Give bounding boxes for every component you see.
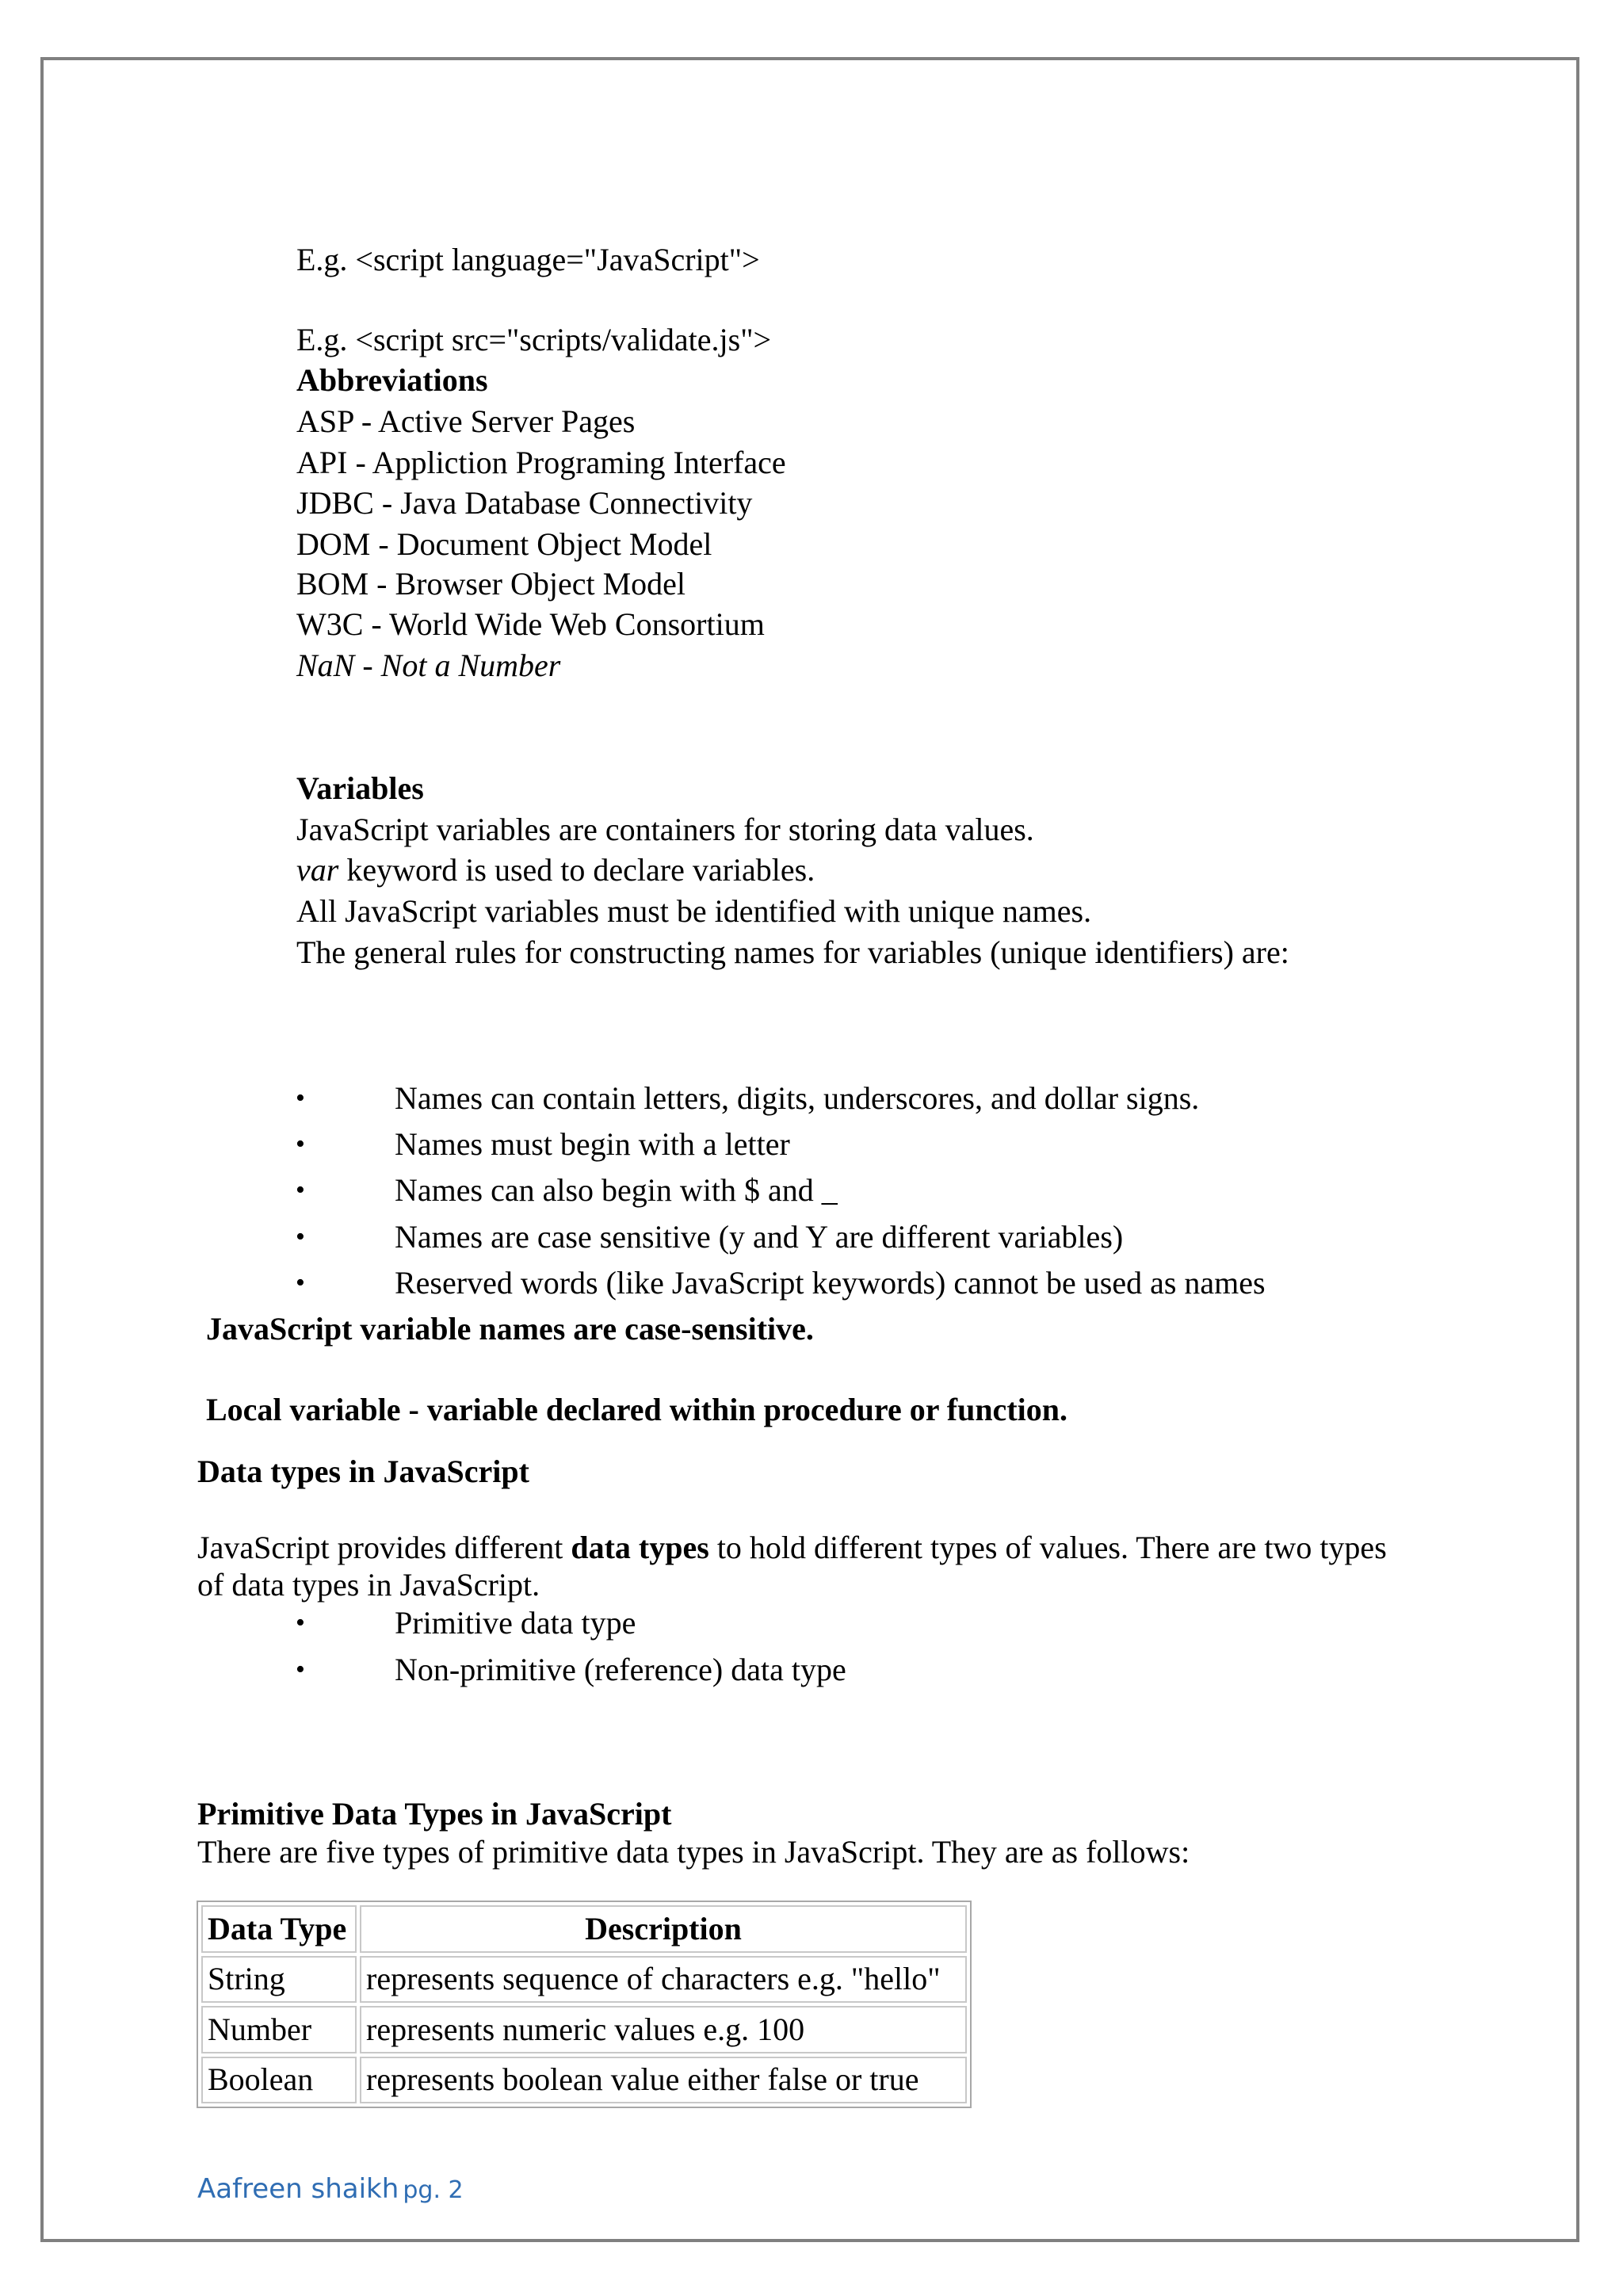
- data-types-intro-post: to hold different types of values. There are two types: [708, 1530, 1387, 1565]
- data-types-intro-line2: of data types in JavaScript.: [197, 1567, 540, 1603]
- abbreviation-item: JDBC - Java Database Connectivity: [296, 485, 753, 521]
- var-keyword: var: [296, 852, 339, 888]
- var-keyword-line: [296, 851, 815, 889]
- abbreviation-item: DOM - Document Object Model: [296, 526, 712, 562]
- variables-line: All JavaScript variables must be identified with unique names.: [296, 893, 1092, 929]
- primitive-data-types-table: [197, 1901, 972, 2108]
- local-variable-note: Local variable - variable declared within procedure or function.: [206, 1392, 1067, 1427]
- bullet-icon: •: [296, 1129, 305, 1159]
- case-sensitive-note: JavaScript variable names are case-sensitive.: [206, 1311, 814, 1347]
- data-types-heading: Data types in JavaScript: [197, 1454, 529, 1489]
- bullet-icon: •: [296, 1655, 305, 1684]
- bullet-icon: •: [296, 1608, 305, 1637]
- table-cell: String: [201, 1956, 357, 2004]
- table-cell: represents numeric values e.g. 100: [360, 2006, 967, 2053]
- naming-rule: Names must begin with a letter: [395, 1126, 790, 1162]
- table-header-row: [201, 1905, 967, 1953]
- naming-rule: Names are case sensitive (y and Y are different variables): [395, 1219, 1124, 1255]
- bullet-icon: •: [296, 1175, 305, 1205]
- bullet-icon: •: [296, 1083, 305, 1113]
- abbreviation-item: BOM - Browser Object Model: [296, 566, 686, 602]
- primitive-intro: There are five types of primitive data types in JavaScript. They are as follows:: [197, 1834, 1190, 1870]
- abbreviation-item: API - Appliction Programing Interface: [296, 445, 786, 480]
- variables-line: The general rules for constructing names for variables (unique identifiers) are:: [296, 934, 1289, 970]
- footer-page-number: pg. 2: [403, 2176, 464, 2204]
- table-row: [201, 1956, 967, 2004]
- footer-author: Aafreen shaikh: [197, 2173, 399, 2205]
- data-types-intro: [197, 1529, 1387, 1567]
- data-types-intro-pre: JavaScript provides different: [197, 1530, 571, 1565]
- table-cell: represents boolean value either false or true: [360, 2057, 967, 2104]
- var-keyword-rest: keyword is used to declare variables.: [338, 852, 815, 888]
- variables-heading: Variables: [296, 770, 424, 806]
- variables-line: JavaScript variables are containers for storing data values.: [296, 812, 1034, 847]
- example-script-src: E.g. <script src="scripts/validate.js">: [296, 322, 772, 357]
- table-header-cell: Description: [360, 1905, 967, 1953]
- table-cell: represents sequence of characters e.g. "hello": [360, 1956, 967, 2004]
- table-header-cell: Data Type: [201, 1905, 357, 1953]
- abbreviation-item: W3C - World Wide Web Consortium: [296, 606, 765, 642]
- abbreviation-item: ASP - Active Server Pages: [296, 403, 636, 439]
- primitive-heading: Primitive Data Types in JavaScript: [197, 1796, 672, 1832]
- data-type-kind: Primitive data type: [395, 1605, 636, 1641]
- table-row: [201, 2057, 967, 2104]
- bullet-icon: •: [296, 1222, 305, 1251]
- abbreviations-heading: Abbreviations: [296, 362, 488, 398]
- naming-rule: Reserved words (like JavaScript keywords) cannot be used as names: [395, 1265, 1266, 1301]
- data-type-kind: Non-primitive (reference) data type: [395, 1652, 846, 1687]
- abbreviation-item: NaN - Not a Number: [296, 648, 561, 683]
- naming-rule: Names can contain letters, digits, underscores, and dollar signs.: [395, 1080, 1200, 1116]
- example-script-language: E.g. <script language="JavaScript">: [296, 242, 760, 277]
- table-cell: Boolean: [201, 2057, 357, 2104]
- naming-rule: Names can also begin with $ and _: [395, 1172, 838, 1208]
- data-types-intro-bold: data types: [571, 1530, 709, 1565]
- bullet-icon: •: [296, 1268, 305, 1297]
- page-footer: [197, 2173, 464, 2205]
- table-cell: Number: [201, 2006, 357, 2053]
- table-row: [201, 2006, 967, 2053]
